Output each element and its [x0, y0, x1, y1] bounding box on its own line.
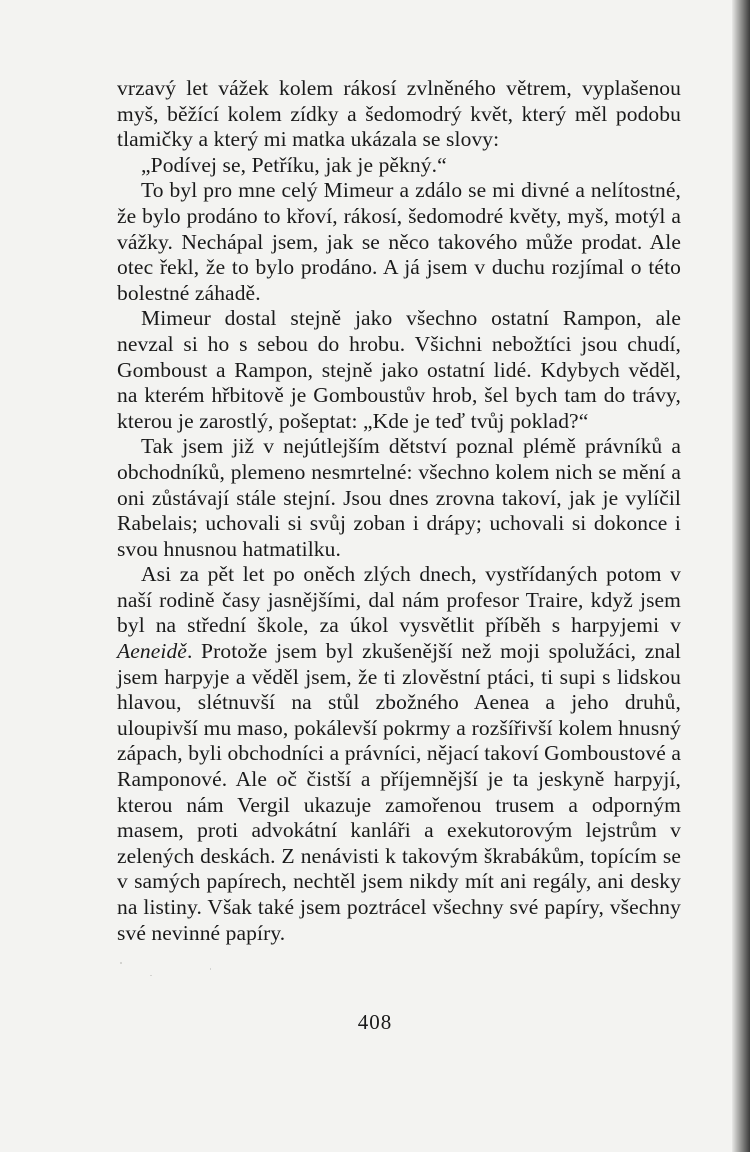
- page-number: 408: [357, 1010, 393, 1034]
- paragraph-2-quote: „Podívej se, Petříku, jak je pěkný.“: [141, 152, 447, 177]
- paragraph-6-text-end: . Protože jsem byl zkušenější než moji spolužáci, znal jsem harpyje a věděl jsem, že ti zlověstní ptáci, ti supi s lidskou hlavou, slétnuvší na stůl zbožného Aenea a jeho druhů, uloupivší mu maso, pokálevší pokrmy a rozšířivší kolem hnusný zápach, byli obchodníci a právníci, nějací takoví Gomboustové a Ramponové. Ale oč čistší a příjemnější je ta jeskyně harpyjí, kterou nám Vergil ukazuje zamořenou trusem a odporným masem, proti advokátní kanláři a exekutorovým lejstrům v zelených deskách. Z nenávisti k takovým škrabákům, topícím se v samých papírech, nechtěl jsem nikdy mít ani regály, ani desky na listiny. Však také jsem poztrácel všechny své papíry, všechny své nevinné papíry.: [117, 639, 681, 945]
- paragraph-6: [117, 562, 681, 946]
- paper-speck: [120, 962, 122, 964]
- paragraph-5: Tak jsem již v nejútlejším dětství poznal plémě právníků a obchodníků, plemeno nesmrtelné: všechno kolem nich se mění a oni zůstávají stále stejní. Jsou dnes zrovna takoví, jak je vylíčil Rabelais; uchovali si svůj zoban i drápy; uchovali si dokonce i svou hnusnou hatmatilku.: [117, 434, 681, 561]
- body-text: [117, 76, 681, 946]
- paper-speck: [150, 975, 152, 976]
- paragraph-3: To byl pro mne celý Mimeur a zdálo se mi divné a nelítostné, že bylo prodáno to křoví, rákosí, šedomodré květy, myš, motýl a vážky. Nechápal jsem, jak se něco takového může prodat. Ale otec řekl, že to bylo prodáno. A já jsem v duchu rozjímal o této bolestné záhadě.: [117, 178, 681, 305]
- paragraph-6-italic-title: Aeneidě: [117, 639, 187, 664]
- paragraph-4: Mimeur dostal stejně jako všechno ostatní Rampon, ale nevzal si ho s sebou do hrobu. Všichni nebožtíci jsou chudí, Gomboust a Rampon, stejně jako ostatní lidé. Kdybych věděl, na kterém hřbitově je Gomboustův hrob, šel bych tam do trávy, kterou je zarostlý, pošeptat: „Kde je teď tvůj poklad?“: [117, 306, 681, 433]
- paper-speck: [210, 968, 211, 970]
- paragraph-1: vrzavý let vážek kolem rákosí zvlněného větrem, vyplašenou myš, běžící kolem zídky a šedomodrý květ, který měl podobu tlamičky a který mi matka ukázala se slovy:: [117, 76, 681, 152]
- paragraph-6-text-start: Asi za pět let po oněch zlých dnech, vystřídaných potom v naší rodině časy jasnějšími, dal nám profesor Traire, když jsem byl na střední škole, za úkol vysvětlit příběh s harpyjemi v: [117, 562, 681, 638]
- page-binding-edge: [732, 0, 750, 1152]
